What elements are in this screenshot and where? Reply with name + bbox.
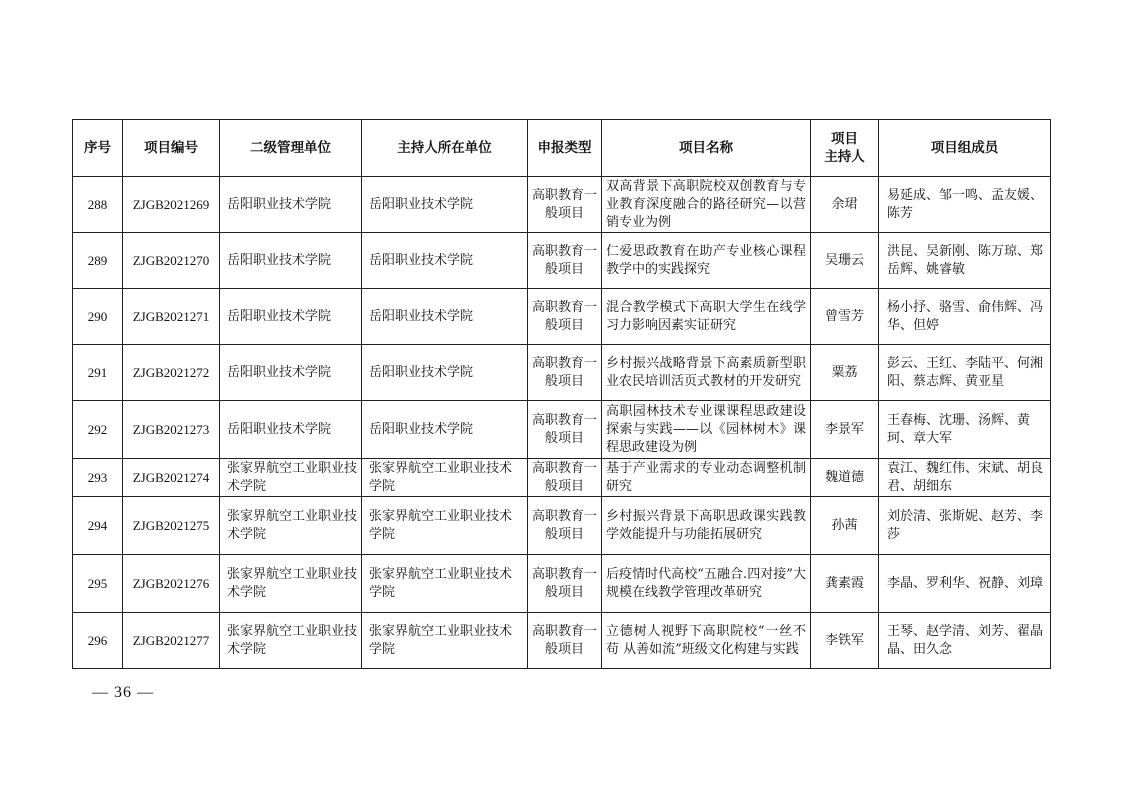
cell-members: 洪昆、吴新刚、陈万琼、郑岳辉、姚睿敏 — [879, 233, 1051, 289]
cell-unit: 岳阳职业技术学院 — [220, 345, 362, 401]
table-row — [73, 459, 1051, 497]
cell-host-unit: 岳阳职业技术学院 — [362, 177, 528, 233]
table-row — [73, 233, 1051, 289]
cell-code: ZJGB2021276 — [123, 555, 220, 613]
cell-host: 孙茜 — [811, 497, 879, 555]
cell-seq: 289 — [73, 233, 123, 289]
cell-seq: 288 — [73, 177, 123, 233]
cell-members: 刘於清、张斯妮、赵芳、李莎 — [879, 497, 1051, 555]
cell-type: 高职教育一般项目 — [528, 401, 602, 459]
cell-members: 袁江、魏红伟、宋斌、胡良君、胡细东 — [879, 459, 1051, 497]
cell-unit: 岳阳职业技术学院 — [220, 233, 362, 289]
cell-unit: 岳阳职业技术学院 — [220, 177, 362, 233]
cell-name: 立德树人视野下高职院校“一丝不苟 从善如流”班级文化构建与实践 — [602, 613, 811, 669]
cell-seq: 292 — [73, 401, 123, 459]
cell-members: 王春梅、沈珊、汤辉、黄珂、章大军 — [879, 401, 1051, 459]
cell-unit: 岳阳职业技术学院 — [220, 289, 362, 345]
header-seq: 序号 — [73, 120, 123, 177]
cell-members: 李晶、罗利华、祝静、刘璋 — [879, 555, 1051, 613]
table-row — [73, 613, 1051, 669]
cell-seq: 296 — [73, 613, 123, 669]
cell-type: 高职教育一般项目 — [528, 177, 602, 233]
header-host-line2: 主持人 — [824, 149, 865, 165]
cell-unit: 张家界航空工业职业技术学院 — [220, 613, 362, 669]
cell-type: 高职教育一般项目 — [528, 497, 602, 555]
table-row — [73, 177, 1051, 233]
header-type: 申报类型 — [528, 120, 602, 177]
cell-name: 双高背景下高职院校双创教育与专业教育深度融合的路径研究—以营销专业为例 — [602, 177, 811, 233]
cell-unit: 张家界航空工业职业技术学院 — [220, 497, 362, 555]
cell-name: 基于产业需求的专业动态调整机制研究 — [602, 459, 811, 497]
cell-host: 余珺 — [811, 177, 879, 233]
header-host-line1: 项目 — [831, 131, 858, 147]
cell-members: 杨小抒、骆雪、俞伟辉、冯华、但婷 — [879, 289, 1051, 345]
header-host-unit: 主持人所在单位 — [362, 120, 528, 177]
cell-code: ZJGB2021274 — [123, 459, 220, 497]
cell-members: 王琴、赵学清、刘芳、翟晶晶、田久念 — [879, 613, 1051, 669]
table-body — [73, 177, 1051, 669]
table-header-row — [73, 120, 1051, 177]
cell-seq: 290 — [73, 289, 123, 345]
table-row — [73, 401, 1051, 459]
cell-host: 李景军 — [811, 401, 879, 459]
cell-type: 高职教育一般项目 — [528, 613, 602, 669]
cell-unit: 岳阳职业技术学院 — [220, 401, 362, 459]
page-number: — 36 — — [92, 684, 154, 701]
cell-code: ZJGB2021271 — [123, 289, 220, 345]
cell-host-unit: 张家界航空工业职业技术学院 — [362, 613, 528, 669]
cell-code: ZJGB2021277 — [123, 613, 220, 669]
cell-host: 粟荔 — [811, 345, 879, 401]
cell-host: 龚素霞 — [811, 555, 879, 613]
cell-name: 高职园林技术专业课课程思政建设探索与实践——以《园林树木》课程思政建设为例 — [602, 401, 811, 459]
header-unit: 二级管理单位 — [220, 120, 362, 177]
cell-seq: 294 — [73, 497, 123, 555]
table-row — [73, 497, 1051, 555]
cell-host-unit: 岳阳职业技术学院 — [362, 233, 528, 289]
cell-seq: 293 — [73, 459, 123, 497]
cell-unit: 张家界航空工业职业技术学院 — [220, 459, 362, 497]
header-name: 项目名称 — [602, 120, 811, 177]
cell-host-unit: 岳阳职业技术学院 — [362, 289, 528, 345]
cell-host: 吴珊云 — [811, 233, 879, 289]
cell-name: 乡村振兴战略背景下高素质新型职业农民培训活页式教材的开发研究 — [602, 345, 811, 401]
cell-type: 高职教育一般项目 — [528, 555, 602, 613]
cell-type: 高职教育一般项目 — [528, 233, 602, 289]
cell-host: 李铁军 — [811, 613, 879, 669]
cell-code: ZJGB2021272 — [123, 345, 220, 401]
header-code: 项目编号 — [123, 120, 220, 177]
cell-name: 仁爱思政教育在助产专业核心课程教学中的实践探究 — [602, 233, 811, 289]
project-table — [72, 119, 1051, 669]
table-row — [73, 345, 1051, 401]
cell-name: 混合教学模式下高职大学生在线学习力影响因素实证研究 — [602, 289, 811, 345]
cell-seq: 295 — [73, 555, 123, 613]
header-host — [811, 120, 879, 177]
cell-host-unit: 张家界航空工业职业技术学院 — [362, 555, 528, 613]
cell-members: 易延成、邹一鸣、孟友媛、陈芳 — [879, 177, 1051, 233]
cell-host-unit: 张家界航空工业职业技术学院 — [362, 459, 528, 497]
cell-seq: 291 — [73, 345, 123, 401]
cell-type: 高职教育一般项目 — [528, 289, 602, 345]
cell-host-unit: 岳阳职业技术学院 — [362, 345, 528, 401]
cell-type: 高职教育一般项目 — [528, 459, 602, 497]
cell-unit: 张家界航空工业职业技术学院 — [220, 555, 362, 613]
cell-code: ZJGB2021273 — [123, 401, 220, 459]
cell-host: 曾雪芳 — [811, 289, 879, 345]
cell-name: 乡村振兴背景下高职思政课实践教学效能提升与功能拓展研究 — [602, 497, 811, 555]
header-members: 项目组成员 — [879, 120, 1051, 177]
cell-code: ZJGB2021275 — [123, 497, 220, 555]
cell-members: 彭云、王红、李陆平、何湘阳、蔡志辉、黄亚星 — [879, 345, 1051, 401]
cell-host: 魏道德 — [811, 459, 879, 497]
cell-type: 高职教育一般项目 — [528, 345, 602, 401]
cell-host-unit: 岳阳职业技术学院 — [362, 401, 528, 459]
cell-code: ZJGB2021270 — [123, 233, 220, 289]
table-row — [73, 555, 1051, 613]
cell-host-unit: 张家界航空工业职业技术学院 — [362, 497, 528, 555]
table-row — [73, 289, 1051, 345]
cell-name: 后疫情时代高校“五融合.四对接”大规模在线教学管理改革研究 — [602, 555, 811, 613]
cell-code: ZJGB2021269 — [123, 177, 220, 233]
